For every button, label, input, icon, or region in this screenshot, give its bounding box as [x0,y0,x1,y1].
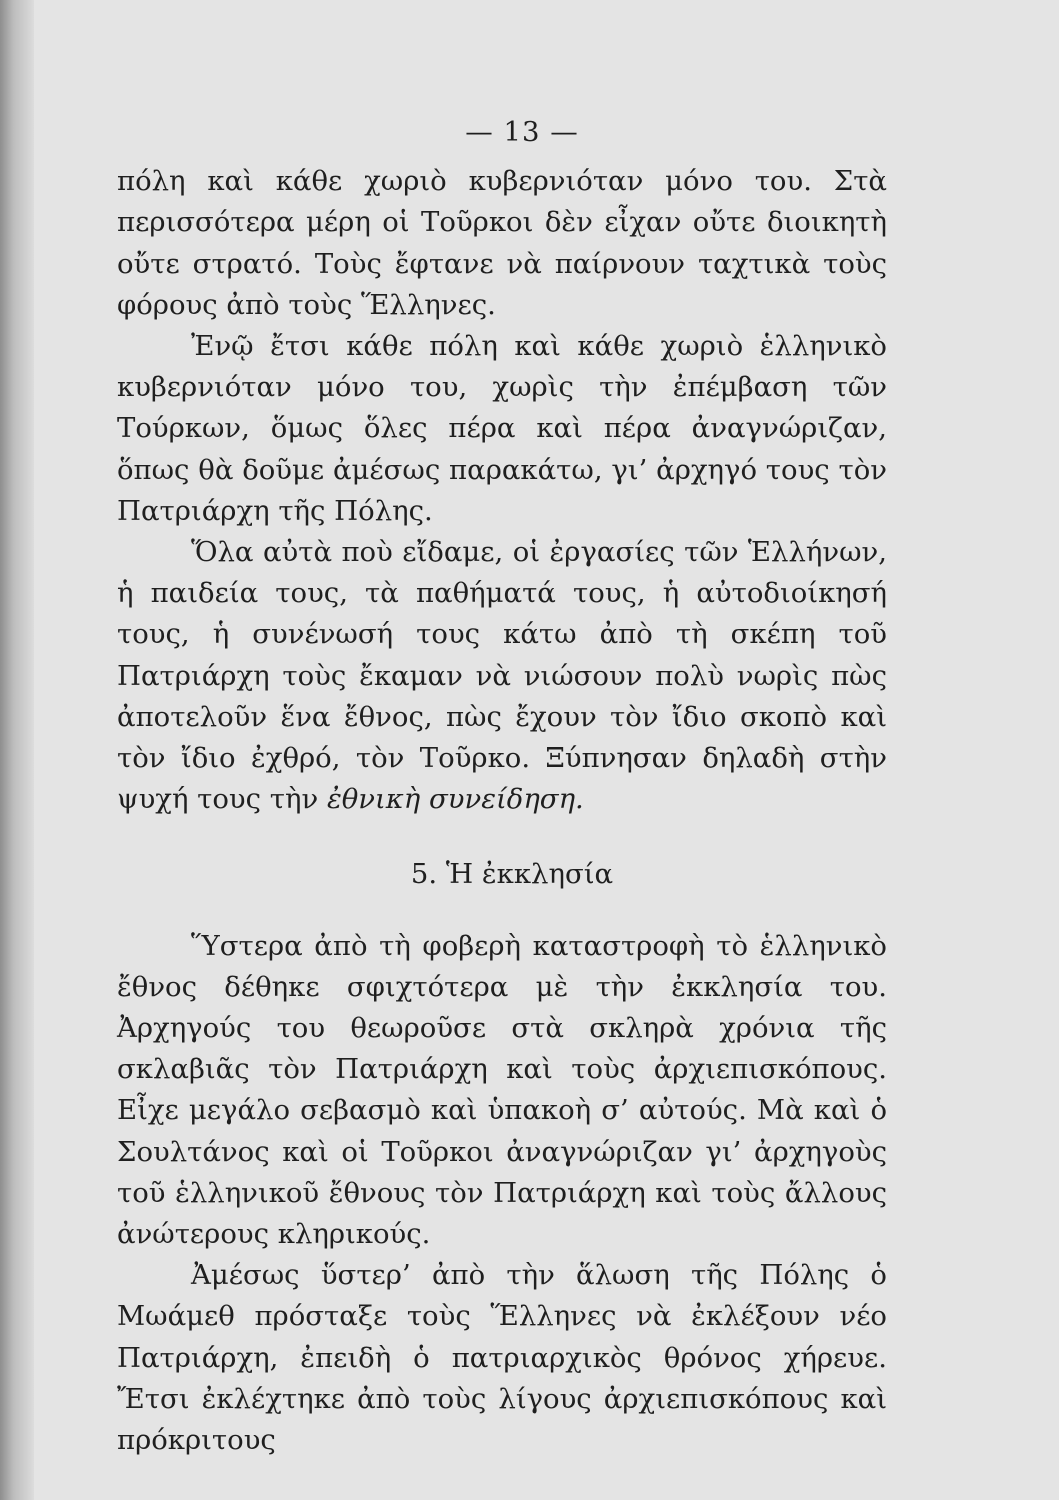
national-consciousness-phrase: ἐθνικὴ συνείδηση. [326,783,584,816]
section-heading: 5. Ἡ ἐκκλησία [410,858,614,891]
paragraph-3 [117,532,887,820]
paragraph-5: Ἀμέσως ὕστερ’ ἀπὸ τὴν ἅλωση τῆς Πόλης ὁ Μωάμεθ πρόσταξε τοὺς Ἕλληνες νὰ ἐκλέξουν νέο Πατριάρχη, ἐπειδὴ ὁ πατριαρχικὸς θρόνος χήρευε. Ἔτσι ἐκλέχτηκε ἀπὸ τοὺς λίγους ἀρχιεπισκόπους καὶ πρόκριτους [117,1259,887,1457]
page-number: — 13 — [465,116,579,148]
paragraph-1: πόλη καὶ κάθε χωριὸ κυβερνιόταν μόνο του. Στὰ περισσότερα μέρη οἱ Τοῦρκοι δὲν εἶχαν οὔτε διοικητὴ οὔτε στρατό. Τοὺς ἔφτανε νὰ παίρνουν ταχτικὰ τοὺς φόρους ἀπὸ τοὺς Ἕλληνες. [117,165,887,321]
paragraph-4: Ὕστερα ἀπὸ τὴ φοβερὴ καταστροφὴ τὸ ἑλληνικὸ ἔθνος δέθηκε σφιχτότερα μὲ τὴν ἐκκλησία του. Ἀρχηγούς του θεωροῦσε στὰ σκληρὰ χρόνια τῆς σκλαβιᾶς τὸν Πατριάρχη καὶ τοὺς ἀρχιεπισκόπους. Εἶχε μεγάλο σεβασμὸ καὶ ὑπακοὴ σ’ αὐτούς. Μὰ καὶ ὁ Σουλτάνος καὶ οἱ Τοῦρκοι ἀναγνώριζαν γι’ ἀρχηγοὺς τοῦ ἑλληνικοῦ ἔθνους τὸν Πατριάρχη καὶ τοὺς ἄλλους ἀνώτερους κληρικούς. [117,929,887,1251]
binding-shadow [0,0,34,1500]
page-body [117,112,887,1461]
paragraph-2: Ἐνῷ ἔτσι κάθε πόλη καὶ κάθε χωριὸ ἑλληνικὸ κυβερνιόταν μόνο του, χωρὶς τὴν ἐπέμβαση τῶν Τούρκων, ὅμως ὅλες πέρα καὶ πέρα ἀναγνώριζαν, ὅπως θὰ δοῦμε ἀμέσως παρακάτω, γι’ ἀρχηγό τους τὸν Πατριάρχη τῆς Πόλης. [117,330,887,527]
paragraph-3-text: Ὅλα αὐτὰ ποὺ εἴδαμε, οἱ ἐργασίες τῶν Ἑλλήνων, ἡ παιδεία τους, τὰ παθήματά τους, ἡ αὐτοδιοίκησή τους, ἡ συνένωσή τους κάτω ἀπὸ τὴ σκέπη τοῦ Πατριάρχη τοὺς ἔκαμαν νὰ νιώσουν πολὺ νωρὶς πὼς ἀποτελοῦν ἕνα ἔθνος, πὼς ἔχουν τὸν ἴδιο σκοπὸ καὶ τὸν ἴδιο ἐχθρό, τὸν Τοῦρκο. Ξύπνησαν δηλαδὴ στὴν ψυχή τους τὴν [117,536,887,816]
